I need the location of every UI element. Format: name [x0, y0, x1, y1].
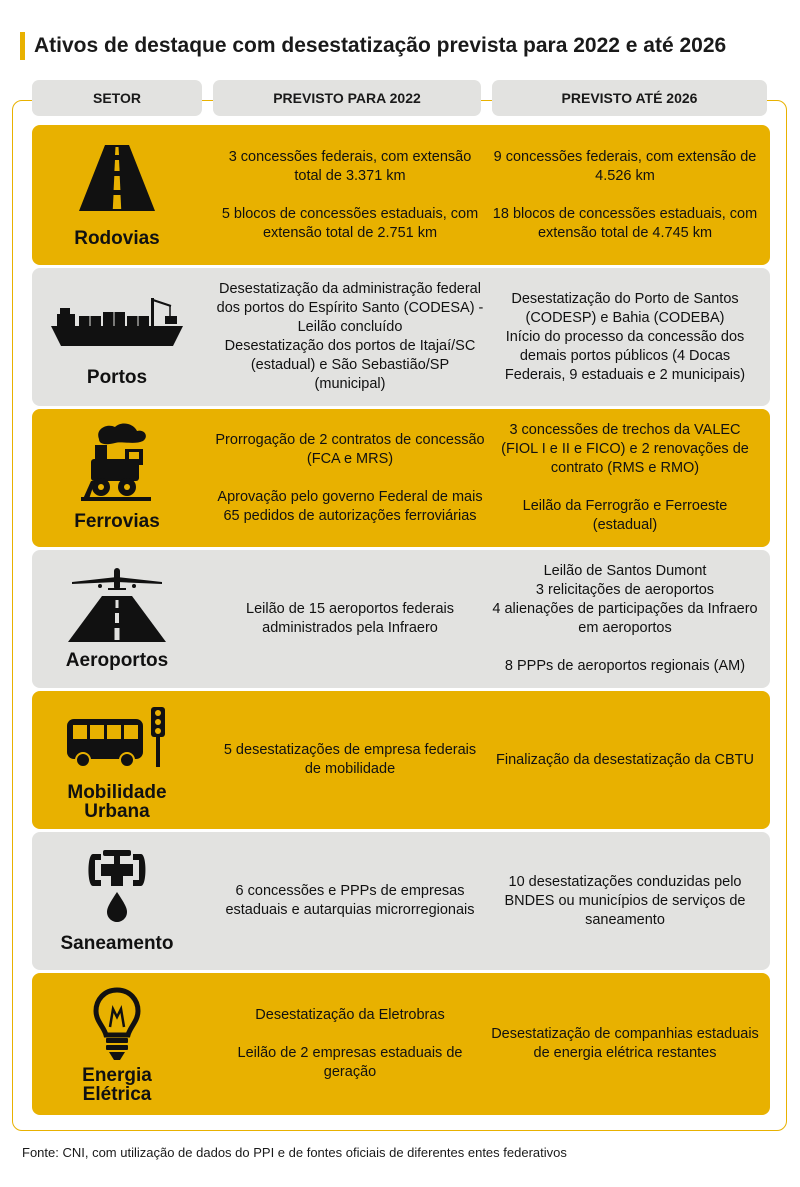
- cell-text: Aprovação pelo governo Federal de mais 65 pedidos de autorizações ferroviárias: [217, 488, 483, 524]
- row-portos: [32, 268, 770, 406]
- sector-label: Portos: [86, 367, 148, 388]
- cell-2022: [215, 691, 485, 829]
- row-saneamento: [32, 832, 770, 970]
- row-ferrovias: [32, 409, 770, 547]
- header-previsto-2022: PREVISTO PARA 2022: [213, 80, 481, 116]
- road-icon: [77, 143, 157, 213]
- sector-label: Ferrovias: [74, 511, 160, 532]
- title-block: [20, 30, 726, 62]
- cell-2022: [215, 832, 485, 970]
- cell-text: Prorrogação de 2 contratos de concessão (FCA e MRS): [215, 431, 485, 467]
- sector-label: Rodovias: [74, 228, 160, 249]
- sector-cell: [32, 832, 202, 970]
- cell-text: 9 concessões federais, com extensão de 4.526 km: [493, 148, 757, 184]
- sector-label-line2: Urbana: [84, 801, 150, 822]
- water-tap-icon: [85, 846, 149, 924]
- cell-text: 3 concessões federais, com extensão total de 3.371 km: [228, 148, 472, 184]
- cell-2022: [215, 409, 485, 547]
- cell-text: Leilão de 2 empresas estaduais de geração: [237, 1045, 463, 1080]
- cell-2026: [490, 409, 760, 547]
- cell-text: Leilão da Ferrogrão e Ferroeste (estadual): [522, 498, 728, 533]
- cell-text: Desestatização dos portos de Itajaí/SC (estadual) e São Sebastião/SP (municipal): [224, 338, 476, 392]
- cell-text: 8 PPPs de aeroportos regionais (AM): [504, 658, 746, 674]
- sector-cell: [32, 973, 202, 1115]
- cell-text: Desestatização da administração federal dos portos do Espírito Santo (CODESA) - Leilão concluído: [216, 281, 484, 335]
- light-bulb-icon: [92, 987, 142, 1063]
- sector-cell: [32, 550, 202, 688]
- cell-2026: [490, 125, 760, 265]
- sector-label-line1: Mobilidade: [67, 782, 167, 803]
- cell-text: 5 blocos de concessões estaduais, com extensão total de 2.751 km: [221, 205, 479, 241]
- cell-text: 18 blocos de concessões estaduais, com extensão total de 4.745 km: [492, 205, 758, 241]
- sector-label: Aeroportos: [65, 650, 169, 671]
- cell-text: Leilão de 15 aeroportos federais administrados pela Infraero: [246, 601, 454, 636]
- cell-2022: [215, 268, 485, 406]
- title-accent-bar: [20, 32, 25, 60]
- cell-2022: [215, 125, 485, 265]
- cell-2026: [490, 973, 760, 1115]
- sector-cell: [32, 691, 202, 829]
- cell-text: Desestatização de companhias estaduais de energia elétrica restantes: [491, 1026, 759, 1061]
- cell-2026: [490, 832, 760, 970]
- cell-2026: [490, 268, 760, 406]
- cell-text: 6 concessões e PPPs de empresas estaduais e autarquias microrregionais: [225, 883, 475, 918]
- source-note: Fonte: CNI, com utilização de dados do PPI e de fontes oficiais de diferentes entes federativos: [22, 1145, 567, 1160]
- page-title: Ativos de destaque com desestatização prevista para 2022 e até 2026: [34, 34, 727, 57]
- airplane-runway-icon: [62, 566, 172, 644]
- cell-2022: [215, 973, 485, 1115]
- cell-text: 3 concessões de trechos da VALEC (FIOL I e II e FICO) e 2 renovações de contrato (RMS e RMO): [501, 422, 749, 476]
- cell-2026: [490, 550, 760, 688]
- cell-2022: [215, 550, 485, 688]
- bus-icon: [65, 705, 169, 769]
- row-energia-eletrica: [32, 973, 770, 1115]
- cell-text: Desestatização da Eletrobras: [255, 1007, 445, 1023]
- cell-text: 4 alienações de participações da Infraero em aeroportos: [492, 601, 758, 636]
- cell-text: Desestatização do Porto de Santos (CODESP) e Bahia (CODEBA): [511, 290, 739, 326]
- cell-text: 3 relicitações de aeroportos: [535, 582, 715, 598]
- cell-text: 5 desestatizações de empresa federais de mobilidade: [223, 742, 477, 777]
- cell-text: Início do processo da concessão dos demais portos públicos (4 Docas Federais, 9 estaduais e 2 municipais): [504, 328, 746, 383]
- row-rodovias: [32, 125, 770, 265]
- train-icon: [77, 419, 157, 503]
- row-aeroportos: [32, 550, 770, 688]
- sector-label: Saneamento: [60, 933, 174, 954]
- cell-2026: [490, 691, 760, 829]
- sector-cell: [32, 268, 202, 406]
- sector-label-line1: Energia: [82, 1065, 152, 1086]
- header-setor: SETOR: [32, 80, 202, 116]
- cell-text: Leilão de Santos Dumont: [543, 563, 707, 579]
- row-mobilidade-urbana: [32, 691, 770, 829]
- header-previsto-2026: PREVISTO ATÉ 2026: [492, 80, 767, 116]
- cell-text: 10 desestatizações conduzidas pelo BNDES ou municípios de serviços de saneamento: [504, 873, 746, 928]
- sector-cell: [32, 125, 202, 265]
- sector-label-line2: Elétrica: [82, 1084, 152, 1105]
- cell-text: Finalização da desestatização da CBTU: [496, 751, 754, 768]
- sector-cell: [32, 409, 202, 547]
- cargo-ship-icon: [47, 290, 187, 350]
